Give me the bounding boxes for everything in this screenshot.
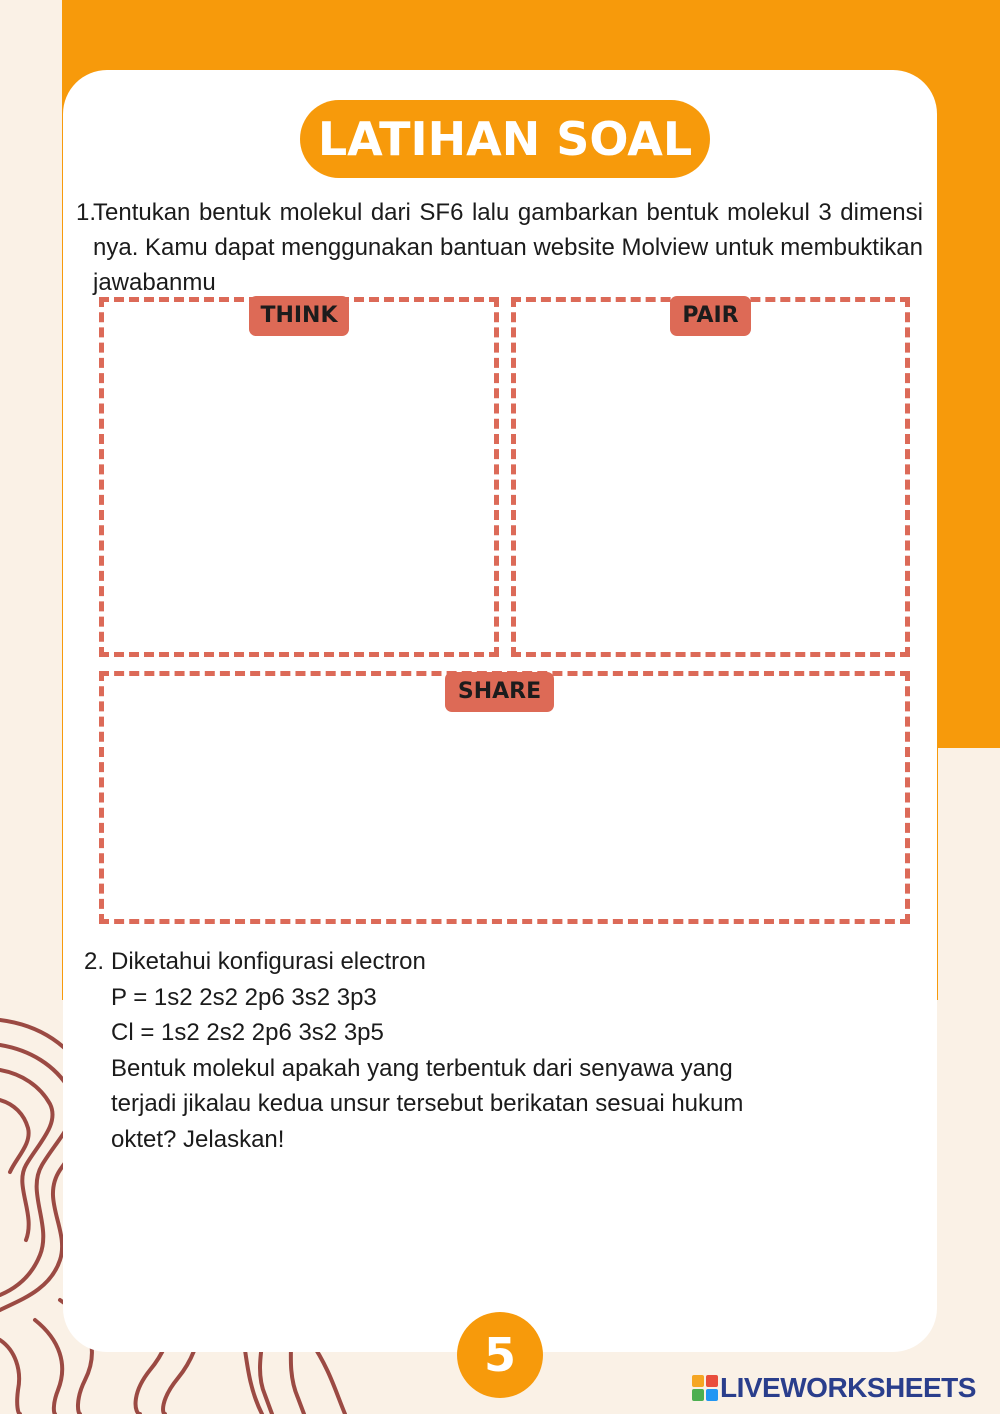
- question-2-number: 2.: [84, 948, 105, 975]
- question-2-line: Bentuk molekul apakah yang terbentuk dari senyawa yang: [111, 1054, 733, 1082]
- liveworksheets-brand[interactable]: [692, 1372, 976, 1404]
- liveworksheets-logo-icon: [692, 1375, 718, 1401]
- question-1-text: Tentukan bentuk molekul dari SF6 lalu gambarkan bentuk molekul 3 dimensi nya. Kamu dapat menggunakan bantuan website Molview untuk membuktikan jawabanmu: [93, 199, 923, 296]
- question-2-line: oktet? Jelaskan!: [111, 1125, 285, 1153]
- share-label: SHARE: [445, 672, 554, 712]
- think-answer-box[interactable]: [99, 297, 499, 657]
- question-2-line: terjadi jikalau kedua unsur tersebut berikatan sesuai hukum: [111, 1090, 744, 1117]
- pair-answer-box[interactable]: [511, 297, 910, 657]
- question-2: [84, 944, 884, 1157]
- question-1-number: 1.: [76, 199, 97, 226]
- brand-name: LIVEWORKSHEETS: [720, 1372, 976, 1403]
- page-title: LATIHAN SOAL: [300, 100, 710, 178]
- question-2-line: P = 1s2 2s2 2p6 3s2 3p3: [111, 983, 377, 1011]
- question-2-text: [111, 944, 884, 1157]
- question-1: [76, 195, 923, 300]
- think-label: THINK: [249, 296, 349, 336]
- page-number-badge: 5: [457, 1312, 543, 1398]
- pair-label: PAIR: [670, 296, 751, 336]
- question-2-line: Cl = 1s2 2s2 2p6 3s2 3p5: [111, 1019, 384, 1046]
- question-2-line: Diketahui konfigurasi electron: [111, 948, 426, 975]
